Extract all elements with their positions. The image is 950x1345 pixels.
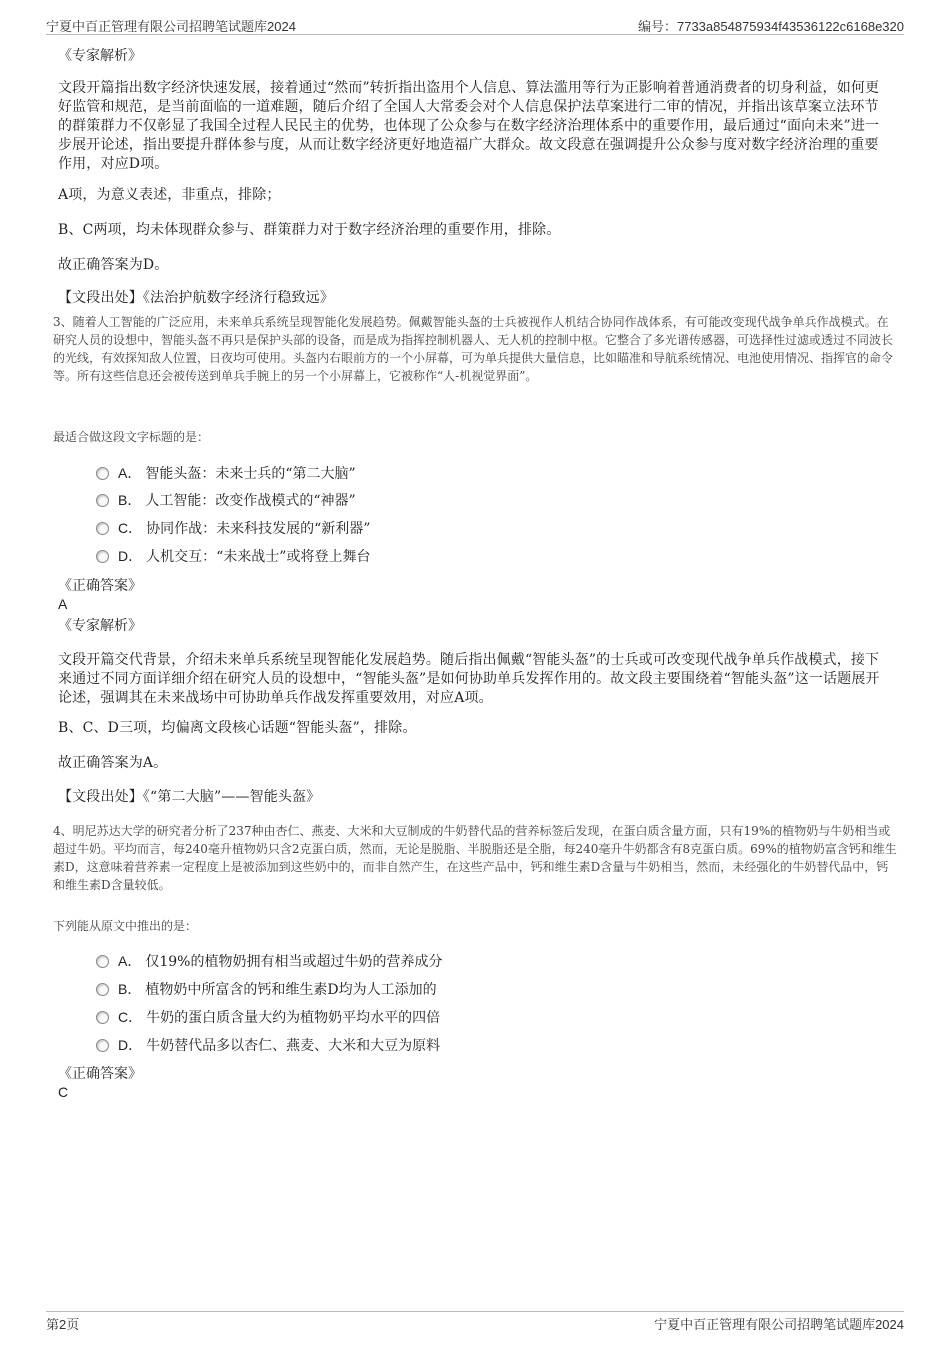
radio-icon[interactable] [96,550,109,563]
radio-icon[interactable] [96,494,109,507]
header-doc-id: 编号：7733a854875934f43536122c6168e320 [637,19,904,34]
question-3-option-a[interactable]: A． 智能头盔：未来士兵的“第二大脑” [96,463,356,484]
question-4-stem: 4、明尼苏达大学的研究者分析了237种由杏仁、燕麦、大米和大豆制成的牛奶替代品的营养标签后发现，在蛋白质含量方面，只有19%的植物奶与牛奶相当或超过牛奶。平均而言，每240毫升植物奶只含2克蛋白质，然而，无论是脱脂、半脱脂还是全脂，每240毫升牛奶都含有8克蛋白质。69%的植物奶富含钙和维生素D，这意味着营养素一定程度上是被添加到这些奶中的，而非自然产生，在这些产品中，钙和维生素D含量与牛奶相当，然而，未经强化的牛奶替代品中，钙和维生素D含量较低。 [53,824,897,892]
correct-answer-tag: 《正确答案》 [58,1066,142,1082]
radio-icon[interactable] [96,522,109,535]
question-4-option-a[interactable]: A． 仅19%的植物奶拥有相当或超过牛奶的营养成分 [96,951,442,972]
option-note-a: A项，为意义表述，非重点，排除； [58,187,281,203]
answer-conclusion: 故正确答案为A。 [58,755,168,771]
radio-icon[interactable] [96,955,109,968]
option-note: B、C、D三项，均偏离文段核心话题“智能头盔”，排除。 [58,720,417,736]
correct-answer: A [58,596,68,612]
correct-answer: C [58,1084,69,1100]
correct-answer-tag: 《正确答案》 [58,578,142,594]
footer-title: 宁夏中百正管理有限公司招聘笔试题库2024 [654,1317,904,1332]
expert-analysis-text: 文段开篇交代背景，介绍未来单兵系统呈现智能化发展趋势。随后指出佩戴“智能头盔”的士兵或可改变现代战争单兵作战模式，接下来通过不同方面详细介绍在研究人员的设想中，“智能头盔”是如何协助单兵发挥作用的。故文段主要围绕着“智能头盔”这一话题展开论述，强调其在未来战场中可协助单兵作战发挥重要效用，对应A项。 [58,652,880,706]
header-title: 宁夏中百正管理有限公司招聘笔试题库2024 [46,19,296,34]
question-4-option-d[interactable]: D． 牛奶替代品多以杏仁、燕麦、大米和大豆为原料 [96,1035,440,1056]
expert-analysis-tag: 《专家解析》 [58,48,142,64]
question-3-stem: 3、随着人工智能的广泛应用，未来单兵系统呈现智能化发展趋势。佩戴智能头盔的士兵被视作人机结合协同作战体系，有可能改变现代战争单兵作战模式。在研究人员的设想中，智能头盔不再只是保护头部的设备，而是成为指挥控制机器人、无人机的控制中枢。它整合了多光谱传感器，可选择性过滤或透过不同波长的光线，有效探知敌人位置，日夜均可使用。头盔内右眼前方的一个小屏幕，可为单兵提供大量信息，比如瞄准和导航系统情况、电池使用情况、指挥官的命令等。所有这些信息还会被传送到单兵手腕上的另一个小屏幕上，它被称作“人-机视觉界面”。 [53,315,894,383]
radio-icon[interactable] [96,1039,109,1052]
option-note-bc: B、C两项，均未体现群众参与、群策群力对于数字经济治理的重要作用，排除。 [58,222,561,238]
expert-analysis-text: 文段开篇指出数字经济快速发展，接着通过“然而”转折指出盗用个人信息、算法滥用等行为正影响着普通消费者的切身利益，如何更好监管和规范，是当前面临的一道难题，随后介绍了全国人大常委会对个人信息保护法草案进行二审的情况，并指出该草案立法环节的群策群力不仅彰显了我国全过程人民民主的优势，也体现了公众参与在数字经济治理体系中的重要作用，最后通过“面向未来”进一步展开论述，指出要提升群体参与度，从而让数字经济更好地造福广大群众。故文段意在强调提升公众参与度对数字经济治理的重要作用，对应D项。 [58,80,880,172]
radio-icon[interactable] [96,467,109,480]
radio-icon[interactable] [96,1011,109,1024]
page-footer [46,1314,904,1332]
header-divider [46,34,904,35]
question-3-prompt: 最适合做这段文字标题的是： [53,430,210,444]
footer-divider [46,1311,904,1312]
question-3-option-b[interactable]: B． 人工智能：改变作战模式的“神器” [96,490,356,511]
answer-conclusion: 故正确答案为D。 [58,257,169,273]
expert-analysis-tag: 《专家解析》 [58,618,142,634]
radio-icon[interactable] [96,983,109,996]
page-number: 第2页 [46,1317,80,1332]
question-3-option-c[interactable]: C． 协同作战：未来科技发展的“新利器” [96,518,370,539]
question-4-option-b[interactable]: B． 植物奶中所富含的钙和维生素D均为人工添加的 [96,979,437,1000]
passage-source: 【文段出处】《“第二大脑”——智能头盔》 [58,789,321,805]
page-header [46,16,904,34]
passage-source: 【文段出处】《法治护航数字经济行稳致远》 [58,290,334,306]
question-3-option-d[interactable]: D． 人机交互：“未来战士”或将登上舞台 [96,546,370,567]
question-4-option-c[interactable]: C． 牛奶的蛋白质含量大约为植物奶平均水平的四倍 [96,1007,440,1028]
question-4-prompt: 下列能从原文中推出的是： [53,919,198,933]
